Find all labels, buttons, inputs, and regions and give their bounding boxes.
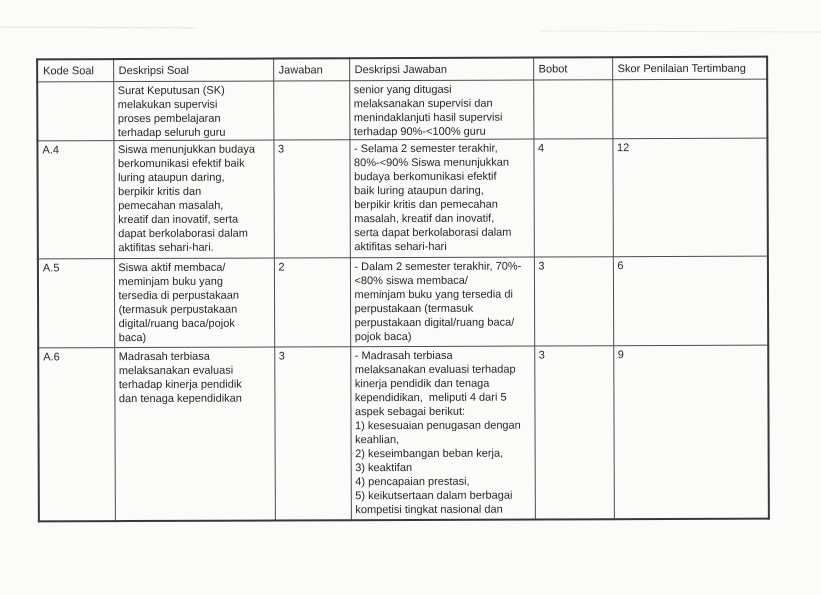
cell-bobot [533, 80, 612, 139]
cell-deskripsi-soal: Surat Keputusan (SK) melakukan supervisi proses pembelajaran terhadap seluruh guru [113, 81, 273, 141]
cell-kode-soal: A.5 [38, 259, 114, 348]
cell-skor-penilaian-tertimbang: 12 [612, 138, 767, 257]
header-skor-penilaian-tertimbang: Skor Penilaian Tertimbang [612, 57, 767, 80]
header-jawaban: Jawaban [273, 58, 349, 81]
cell-jawaban: 3 [273, 140, 349, 258]
assessment-table-container [36, 56, 770, 522]
cell-skor-penilaian-tertimbang [612, 79, 767, 139]
cell-skor-penilaian-tertimbang: 9 [613, 345, 769, 519]
scan-artifact-line-right [540, 31, 821, 33]
cell-skor-penilaian-tertimbang: 6 [613, 256, 768, 346]
table-row-continuation [37, 79, 767, 141]
cell-bobot: 3 [534, 346, 614, 519]
cell-bobot: 3 [534, 257, 613, 346]
cell-kode-soal: A.4 [37, 141, 113, 259]
cell-deskripsi-jawaban: - Selama 2 semester terakhir, 80%-<90% Siswa menunjukkan budaya berkomunikasi efektif baik luring ataupun daring, berpikir kritis dan pemecahan masalah, kreatif dan inovatif, serta dapat berkolaborasi dalam aktifitas sehari-hari [349, 139, 533, 258]
table-row-a4 [37, 138, 767, 259]
cell-deskripsi-soal: Madrasah terbiasa melaksanakan evaluasi terhadap kinerja pendidik dan tenaga kependidikan [114, 347, 275, 521]
scan-artifact-line-left [0, 27, 195, 29]
cell-deskripsi-jawaban: - Dalam 2 semester terakhir, 70%- <80% siswa membaca/ meminjam buku yang tersedia di perpustakaan (termasuk perpustakaan digital/ruang baca/ pojok baca) [350, 257, 534, 347]
table-row-a5 [38, 256, 768, 348]
cell-deskripsi-jawaban: - Madrasah terbiasa melaksanakan evaluasi terhadap kinerja pendidik dan tenaga kependidikan, meliputi 4 dari 5 aspek sebagai berikut: 1) kesesuaian penugasan dengan keahlian, 2) keseimbangan beban kerja, 3) keaktifan 4) pencapaian prestasi, 5) keikutsertaan dalam berbagai kompetisi tingkat nasional dan [350, 346, 535, 520]
cell-bobot: 4 [533, 139, 612, 257]
table-header-row [37, 57, 767, 82]
cell-jawaban: 2 [274, 258, 350, 347]
header-kode-soal: Kode Soal [37, 59, 113, 82]
cell-deskripsi-soal: Siswa menunjukkan budaya berkomunikasi efektif baik luring ataupun daring, berpikir kritis dan pemecahan masalah, kreatif dan inovatif, serta dapat berkolaborasi dalam aktifitas sehari-hari. [113, 140, 273, 259]
cell-deskripsi-jawaban: senior yang ditugasi melaksanakan supervisi dan menindaklanjuti hasil supervisi terhadap 90%-<100% guru [349, 80, 533, 140]
header-bobot: Bobot [533, 57, 612, 80]
cell-jawaban: 3 [274, 347, 351, 520]
header-deskripsi-soal: Deskripsi Soal [113, 58, 273, 81]
assessment-rubric-table [36, 56, 770, 522]
header-deskripsi-jawaban: Deskripsi Jawaban [349, 57, 533, 80]
cell-deskripsi-soal: Siswa aktif membaca/ meminjam buku yang tersedia di perpustakaan (termasuk perpustakaan digital/ruang baca/pojok baca) [114, 258, 274, 348]
table-row-a6 [38, 345, 769, 521]
cell-kode-soal: A.6 [38, 348, 115, 521]
cell-jawaban [273, 81, 349, 140]
cell-kode-soal [37, 82, 113, 141]
